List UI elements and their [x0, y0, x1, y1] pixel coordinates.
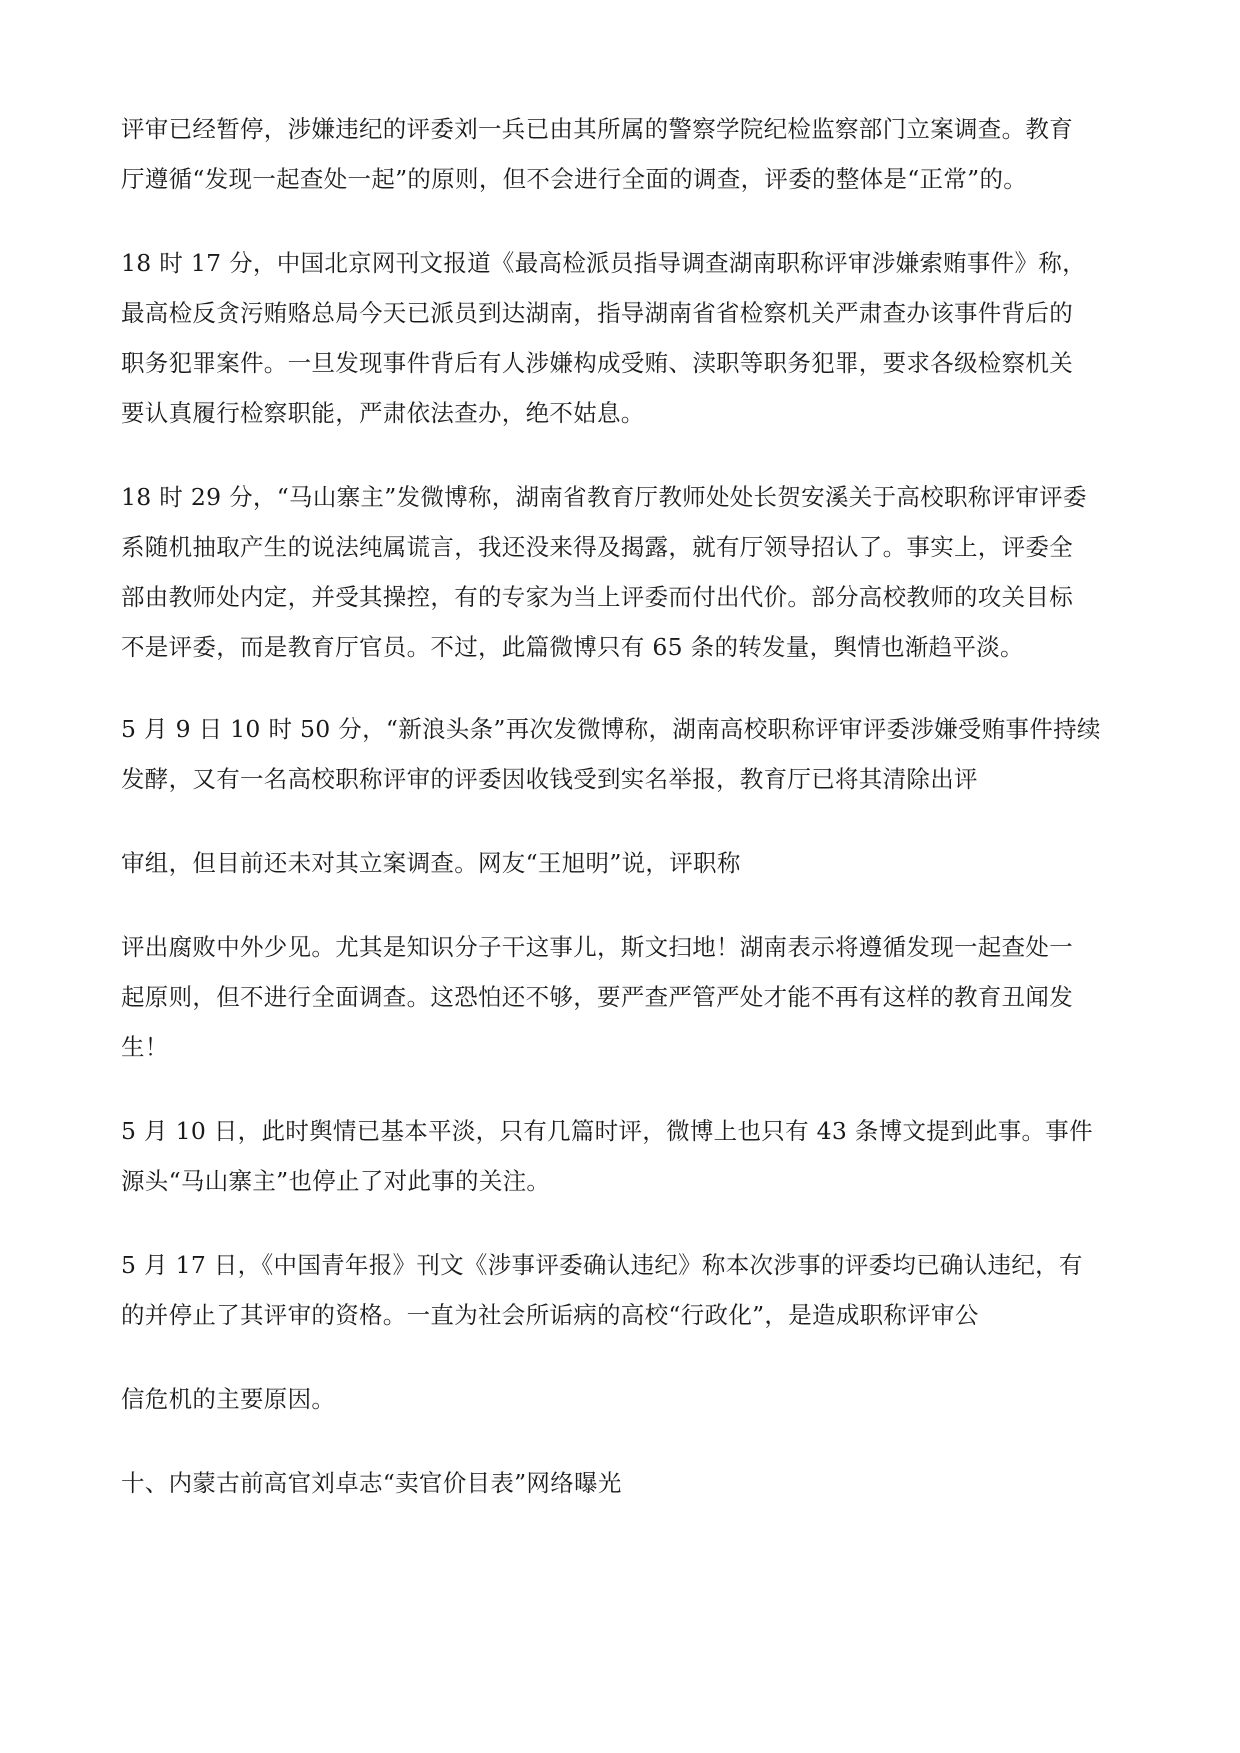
paragraph-may-10 [121, 1106, 1131, 1206]
text-line: 源头“马山寨主”也停止了对此事的关注。 [121, 1167, 551, 1195]
paragraph-review-suspended [121, 104, 1131, 204]
text-line: 5 月 17 日，《中国青年报》刊文《涉事评委确认违纪》称本次涉事的评委均已确认违纪，有 [121, 1251, 1083, 1279]
text-line: 的并停止了其评审的资格。一直为社会所诟病的高校“行政化”，是造成职称评审公 [121, 1301, 979, 1329]
text-line: 十、内蒙古前高官刘卓志“卖官价目表”网络曝光 [121, 1469, 622, 1497]
text-line: 发酵，又有一名高校职称评审的评委因收钱受到实名举报，教育厅已将其清除出评 [121, 765, 978, 793]
text-line: 起原则，但不进行全面调查。这恐怕还不够，要严查严管严处才能不再有这样的教育丑闻发 [121, 983, 1073, 1011]
text-line: 部由教师处内定，并受其操控，有的专家为当上评委而付出代价。部分高校教师的攻关目标 [121, 583, 1073, 611]
paragraph-corruption-comment [121, 922, 1131, 1072]
text-line: 最高检反贪污贿赂总局今天已派员到达湖南，指导湖南省省检察机关严肃查办该事件背后的 [121, 299, 1073, 327]
section-heading-inner-mongolia [121, 1458, 1131, 1508]
text-line: 系随机抽取产生的说法纯属谎言，我还没来得及揭露，就有厅领导招认了。事实上，评委全 [121, 533, 1073, 561]
text-line: 18 时 29 分，“马山寨主”发微博称，湖南省教育厅教师处处长贺安溪关于高校职称评审评委 [121, 483, 1087, 511]
text-line: 评出腐败中外少见。尤其是知识分子干这事儿，斯文扫地！湖南表示将遵循发现一起查处一 [121, 933, 1073, 961]
text-line: 信危机的主要原因。 [121, 1385, 336, 1413]
paragraph-mashan-weibo [121, 472, 1131, 672]
paragraph-wang-xuming [121, 838, 1131, 888]
text-line: 不是评委，而是教育厅官员。不过，此篇微博只有 65 条的转发量，舆情也渐趋平淡。 [121, 633, 1024, 661]
text-line: 18 时 17 分，中国北京网刊文报道《最高检派员指导调查湖南职称评审涉嫌索贿事件》称， [121, 249, 1086, 277]
text-line: 评审已经暂停，涉嫌违纪的评委刘一兵已由其所属的警察学院纪检监察部门立案调查。教育 [121, 115, 1073, 143]
text-line: 生！ [121, 1033, 169, 1061]
paragraph-may-17 [121, 1240, 1131, 1340]
paragraph-supreme-procuratorate [121, 238, 1131, 438]
paragraph-sina-headline [121, 704, 1131, 804]
text-line: 要认真履行检察职能，严肃依法查办，绝不姑息。 [121, 399, 645, 427]
paragraph-credibility-crisis [121, 1374, 1131, 1424]
text-line: 5 月 9 日 10 时 50 分，“新浪头条”再次发微博称，湖南高校职称评审评委涉嫌受贿事件持续 [121, 715, 1101, 743]
text-line: 5 月 10 日，此时舆情已基本平淡，只有几篇时评，微博上也只有 43 条博文提到此事。事件 [121, 1117, 1093, 1145]
text-line: 职务犯罪案件。一旦发现事件背后有人涉嫌构成受贿、渎职等职务犯罪，要求各级检察机关 [121, 349, 1073, 377]
text-line: 厅遵循“发现一起查处一起”的原则，但不会进行全面的调查，评委的整体是“正常”的。 [121, 165, 1028, 193]
text-line: 审组，但目前还未对其立案调查。网友“王旭明”说，评职称 [121, 849, 741, 877]
